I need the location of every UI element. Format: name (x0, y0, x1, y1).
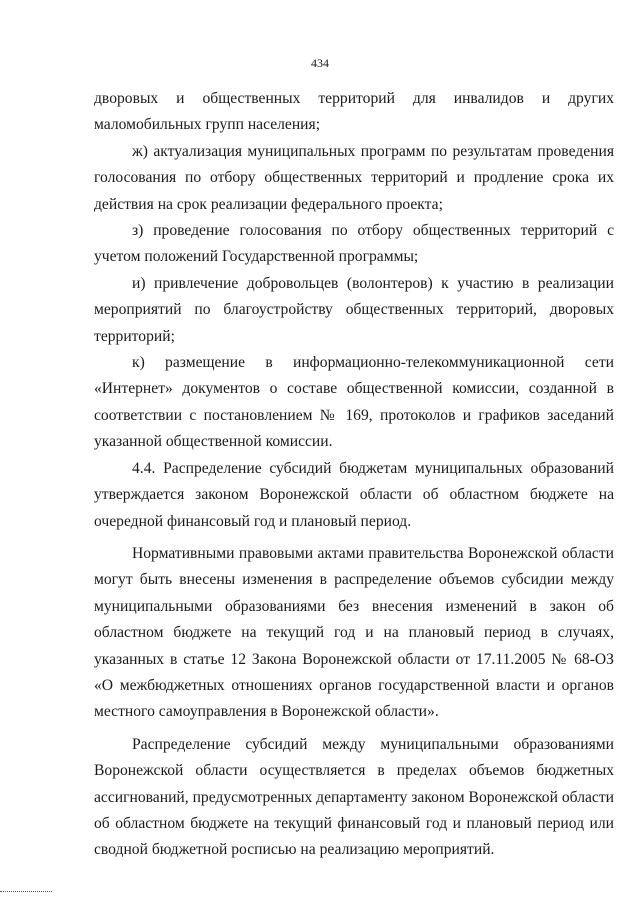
scan-edge-mark (0, 891, 52, 892)
paragraph-continuation: дворовых и общественных территорий для инвалидов и других маломобильных групп населения; (94, 90, 614, 134)
paragraph-clause-4-4: 4.4. Распределение субсидий бюджетам муниципальных образований утверждается законом Воронежской области об областном бюджете на очередной финансовый год и плановый период. (94, 459, 614, 530)
page-number: 434 (311, 56, 329, 70)
paragraph-normative-acts: Нормативными правовыми актами правительства Воронежской области могут быть внесены изменения в распределение объемов субсидии между муниципальными образованиями без внесения изменений в закон об областном бюджете на текущий год и на плановый период в случаях, указанных в статье 12 Закона Воронежской области от 17.11.2005 № 68-ОЗ «О межбюджетных отношениях органов государственной власти и органов местного самоуправления в Воронежской области». (94, 544, 614, 721)
document-body (94, 86, 614, 864)
paragraph-item-k: к) размещение в информационно-телекоммуникационной сети «Интернет» документов о составе общественной комиссии, созданной в соответствии с постановлением № 169, протоколов и графиков заседаний указанной общественной комиссии. (94, 354, 614, 451)
paragraph-item-i: и) привлечение добровольцев (волонтеров) к участию в реализации мероприятий по благоустройству общественных территорий, дворовых территорий; (94, 274, 614, 345)
paragraph-subsidy-distribution: Распределение субсидий между муниципальными образованиями Воронежской области осуществляется в пределах объемов бюджетных ассигнований, предусмотренных департаменту законом Воронежской области об областном бюджете на текущий финансовый год и плановый период или сводной бюджетной росписью на реализацию мероприятий. (94, 735, 614, 859)
paragraph-item-zh: ж) актуализация муниципальных программ по результатам проведения голосования по отбору общественных территорий и продление срока их действия на срок реализации федерального проекта; (94, 142, 614, 213)
paragraph-item-z: з) проведение голосования по отбору общественных территорий с учетом положений Государственной программы; (94, 222, 614, 266)
